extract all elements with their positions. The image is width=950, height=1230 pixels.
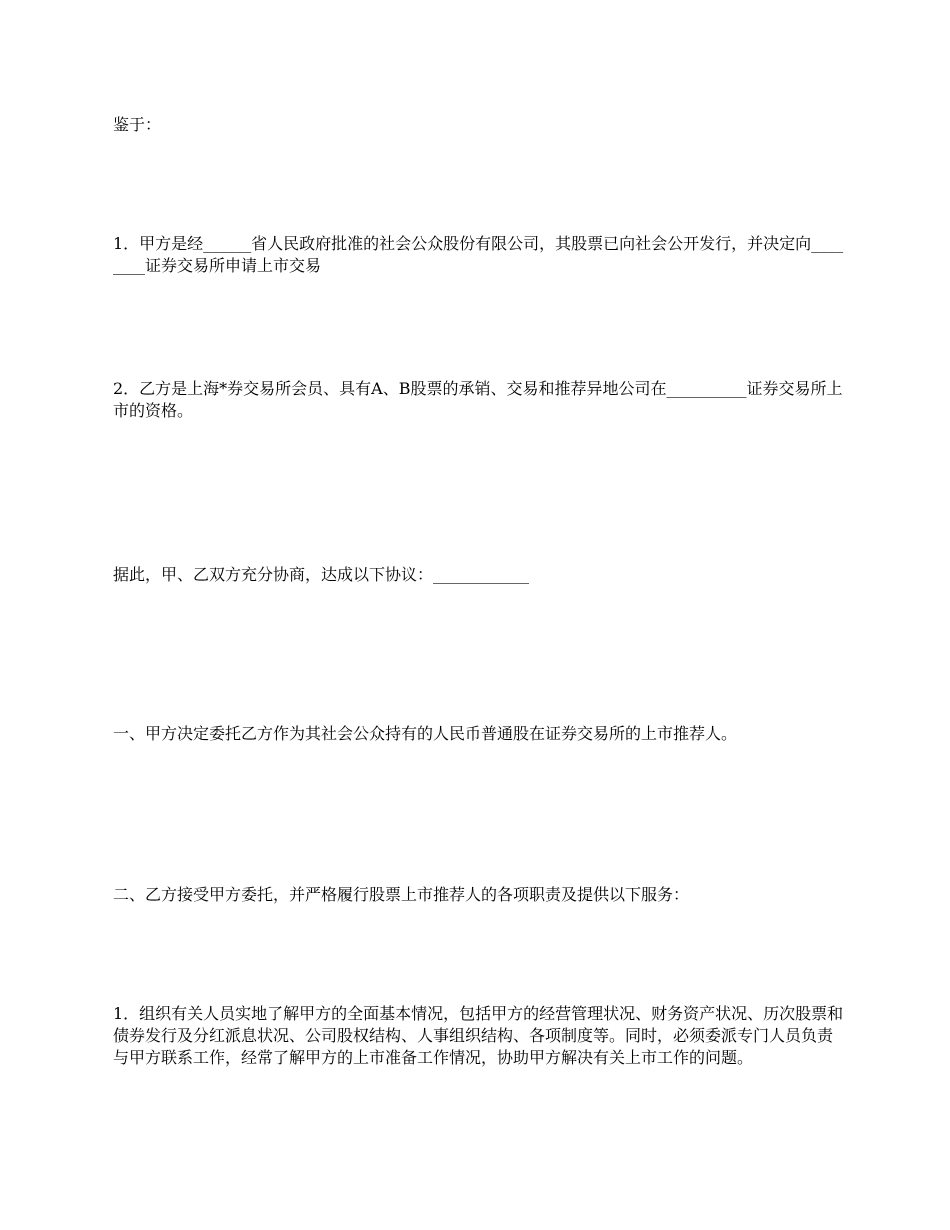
paragraph-whereas: 鉴于： (113, 115, 162, 134)
paragraph-agreement-intro: 据此，甲、乙双方充分协商，达成以下协议：____________ (113, 565, 530, 584)
paragraph-service-1: 1．组织有关人员实地了解甲方的全面基本情况，包括甲方的经营管理状况、财务资产状况、历次股票和债券发行及分红派息状况、公司股权结构、人事组织结构、各项制度等。同时，必须委派专门人员负责与甲方联系工作，经常了解甲方的上市准备工作情况，协助甲方解决有关上市工作的问题。 (113, 1004, 844, 1067)
paragraph-article-1: 一、甲方决定委托乙方作为其社会公众持有的人民币普通股在证券交易所的上市推荐人。 (113, 724, 738, 743)
paragraph-clause-1: 1．甲方是经______省人民政府批准的社会公众股份有限公司，其股票已向社会公开发行，并决定向________证券交易所申请上市交易 (113, 234, 844, 275)
paragraph-clause-2: 2．乙方是上海*券交易所会员、具有A、B股票的承销、交易和推荐异地公司在__________证券交易所上市的资格。 (113, 379, 843, 420)
paragraph-article-2: 二、乙方接受甲方委托，并严格履行股票上市推荐人的各项职责及提供以下服务： (113, 885, 690, 904)
